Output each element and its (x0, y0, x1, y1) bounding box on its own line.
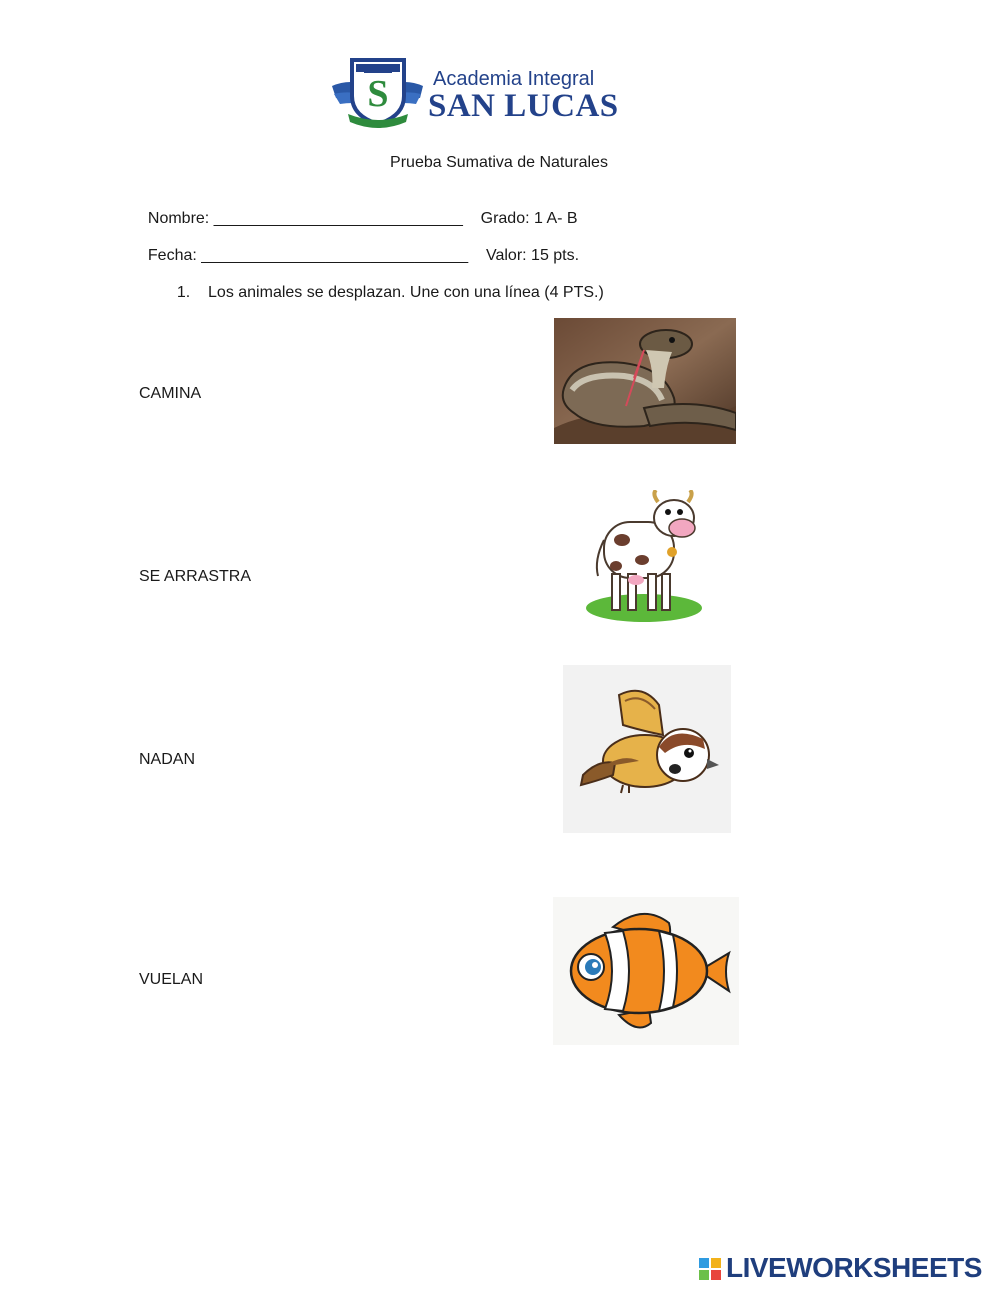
grado-text: Grado: 1 A- B (480, 210, 578, 227)
question-1 (168, 263, 604, 303)
liveworksheets-logo-icon (697, 1252, 723, 1286)
valor-text: Valor: 15 pts. (485, 247, 580, 264)
label-nadan[interactable]: NADAN (139, 751, 196, 768)
label-vuelan[interactable]: VUELAN (139, 971, 204, 988)
nombre-field[interactable]: Nombre: ____________________________ (147, 210, 463, 227)
worksheet-title: Prueba Sumativa de Naturales (390, 154, 608, 171)
question-number: 1. (176, 284, 191, 301)
liveworksheets-brand[interactable]: LIVEWORKSHEETS (726, 1252, 982, 1283)
question-text: Los animales se desplazan. Une con una línea (4 PTS.) (208, 284, 604, 301)
snake-image[interactable] (554, 318, 736, 444)
label-se-arrastra[interactable]: SE ARRASTRA (139, 568, 252, 585)
cow-image[interactable] (558, 490, 732, 632)
logo-line-2: SAN LUCAS (428, 88, 619, 124)
clownfish-image[interactable] (553, 897, 739, 1045)
fecha-field[interactable]: Fecha: ______________________________ (147, 247, 469, 264)
logo-line-1: Academia Integral (433, 68, 595, 90)
sparrow-image[interactable] (563, 665, 731, 833)
nombre-row (139, 189, 578, 229)
label-camina[interactable]: CAMINA (139, 385, 202, 402)
svg-text:S: S (367, 73, 389, 115)
fecha-row (139, 226, 579, 266)
